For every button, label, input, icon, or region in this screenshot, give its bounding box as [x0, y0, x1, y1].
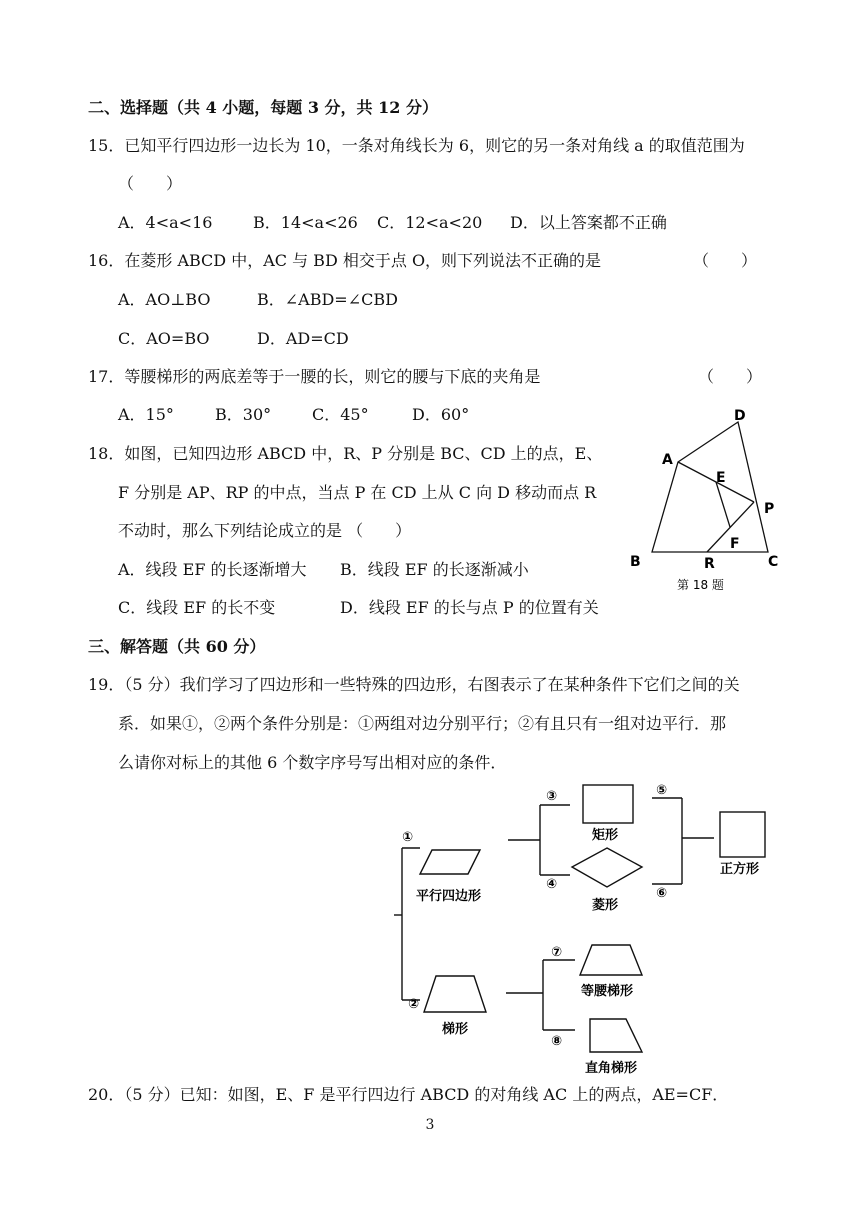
option-c: C．线段 EF 的长不变 [118, 598, 276, 617]
question-20-stem: 20．（5 分）已知：如图，E、F 是平行四边行 ABCD 的对角线 AC 上的两点，AE=CF． [88, 1085, 729, 1104]
question-16-stem: 16．在菱形 ABCD 中，AC 与 BD 相交于点 O，则下列说法不正确的是 [88, 251, 602, 270]
option-c: C．12<a<20 [377, 213, 483, 232]
condition-marker-6: ⑥ [656, 886, 668, 901]
geometry-figure [620, 400, 790, 600]
parallelogram-shape [420, 850, 480, 874]
option-b: B．30° [215, 405, 272, 424]
option-b: B．14<a<26 [253, 213, 358, 232]
condition-marker-7: ⑦ [551, 945, 563, 960]
rhombus-label: 菱形 [592, 898, 619, 913]
answer-bracket: （ ） [118, 174, 183, 193]
condition-marker-5: ⑤ [656, 783, 668, 798]
rhombus-shape [572, 848, 642, 887]
condition-marker-3: ③ [546, 789, 558, 804]
isosceles-trapezoid-shape [580, 945, 642, 975]
answer-bracket: （ ） [698, 367, 763, 386]
right-trapezoid-label: 直角梯形 [585, 1061, 638, 1076]
square-label: 正方形 [720, 862, 760, 877]
section-heading: 二、选择题（共 4 小题，每题 3 分，共 12 分） [88, 98, 438, 117]
label-r: R [704, 556, 715, 572]
isosceles-trapezoid-label: 等腰梯形 [581, 984, 634, 999]
question-18-stem-line3: 不动时，那么下列结论成立的是 （ ） [118, 521, 412, 540]
trapezoid-shape [424, 976, 486, 1012]
condition-marker-4: ④ [546, 877, 558, 892]
condition-marker-1: ① [402, 830, 414, 845]
question-18-stem-line2: F 分别是 AP、RP 的中点，当点 P 在 CD 上从 C 向 D 移动而点 R [118, 483, 597, 502]
option-a: A．4<a<16 [118, 213, 213, 232]
question-19-stem-line3: 么请你对标上的其他 6 个数字序号写出相对应的条件． [118, 753, 507, 772]
figure-caption: 第 18 题 [677, 578, 724, 592]
square-shape [720, 812, 765, 857]
option-d: D．AD=CD [257, 329, 349, 348]
quadrilateral-abcd [652, 422, 768, 552]
question-15-stem: 15．已知平行四边形一边长为 10，一条对角线长为 6，则它的另一条对角线 a 的取值范围为 [88, 136, 745, 155]
question-19-stem: 19．（5 分）我们学习了四边形和一些特殊的四边形，右图表示了在某种条件下它们之间的关 [88, 675, 740, 694]
condition-marker-8: ⑧ [551, 1034, 563, 1049]
trapezoid-label: 梯形 [442, 1022, 469, 1037]
question-17-stem: 17．等腰梯形的两底差等于一腰的长，则它的腰与下底的夹角是 [88, 367, 541, 386]
option-c: C．45° [312, 405, 369, 424]
label-d: D [734, 408, 746, 424]
quadrilateral-relationship-chart [380, 780, 790, 1080]
label-c: C [768, 554, 779, 570]
label-a: A [662, 452, 673, 468]
question-19-stem-line2: 系．如果①，②两个条件分别是：①两组对边分别平行；②有且只有一组对边平行．那 [118, 714, 727, 733]
section-heading: 三、解答题（共 60 分） [88, 637, 266, 656]
option-b: B．线段 EF 的长逐渐减小 [340, 560, 529, 579]
label-b: B [630, 554, 641, 570]
option-d: D．线段 EF 的长与点 P 的位置有关 [340, 598, 599, 617]
condition-marker-2: ② [408, 997, 420, 1012]
label-e: E [716, 470, 726, 486]
option-d: D．60° [412, 405, 470, 424]
question-18-stem: 18．如图，已知四边形 ABCD 中，R、P 分别是 BC、CD 上的点，E、 [88, 444, 603, 463]
rectangle-label: 矩形 [592, 828, 619, 843]
option-c: C．AO=BO [118, 329, 210, 348]
label-p: P [764, 501, 775, 517]
option-b: B．∠ABD=∠CBD [257, 290, 398, 309]
option-a: A．15° [118, 405, 174, 424]
parallelogram-label: 平行四边形 [416, 889, 482, 904]
right-trapezoid-shape [590, 1019, 642, 1052]
rectangle-shape [583, 785, 633, 823]
page-number: 3 [425, 1117, 435, 1133]
option-a: A．AO⊥BO [118, 290, 211, 309]
label-f: F [730, 536, 740, 552]
option-d: D．以上答案都不正确 [510, 213, 667, 232]
answer-bracket: （ ） [693, 251, 758, 270]
option-a: A．线段 EF 的长逐渐增大 [118, 560, 307, 579]
